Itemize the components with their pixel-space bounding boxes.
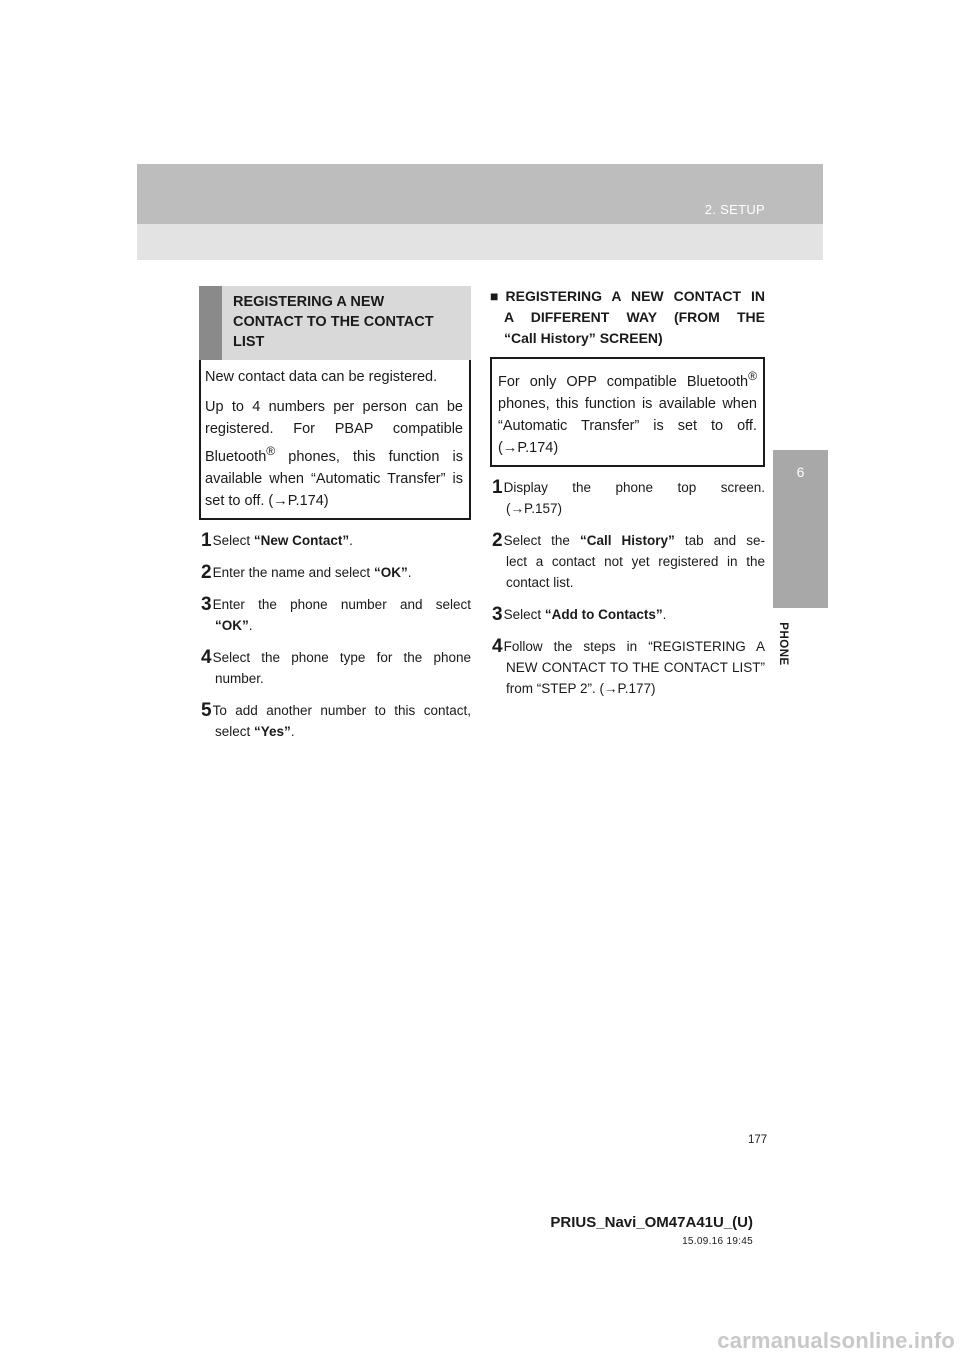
step-emphasis: “OK” (373, 564, 408, 580)
chapter-label-text: PHONE (777, 622, 789, 666)
step-text-continued: number. (215, 670, 264, 686)
chapter-number: 6 (796, 464, 805, 480)
step-text-after: tab and se- (674, 532, 765, 548)
header-band (137, 164, 823, 260)
step-item (199, 700, 471, 742)
step-text: Select the phone type for the phone (212, 649, 471, 665)
square-bullet-icon: ■ (490, 288, 505, 304)
step-text: Select (212, 532, 254, 548)
step-emphasis: “New Contact” (253, 532, 350, 548)
right-column (490, 286, 765, 710)
step-text-continued: (→P.157) (506, 500, 563, 516)
header-top-bar (137, 164, 823, 224)
step-punct: . (248, 617, 253, 633)
info-paragraph-1: New contact data can be registered. (205, 369, 438, 385)
arrow-right-icon: → (273, 492, 288, 509)
heading-line-3: LIST (233, 334, 265, 350)
step-number: 3 (201, 593, 212, 615)
step-item (199, 594, 471, 636)
info-paragraph-2 (205, 396, 463, 512)
step-list (199, 530, 471, 742)
document-code: PRIUS_Navi_OM47A41U_(U) (550, 1214, 753, 1231)
step-punct: . (662, 606, 667, 622)
step-item (199, 647, 471, 689)
step-text: Select the (503, 532, 580, 548)
note-text-a: For only OPP compatible Bluetooth (498, 373, 749, 390)
step-item (490, 530, 765, 593)
print-timestamp: 15.09.16 19:45 (682, 1236, 753, 1247)
step-number: 3 (492, 603, 503, 625)
info-text-a: Up to 4 numbers per person can be registered. For PBAP compatible Bluetooth (205, 399, 463, 465)
step-punct: . (290, 723, 295, 739)
step-number: 4 (201, 646, 212, 668)
registered-mark: ® (748, 369, 757, 383)
note-text-b: phones, this function is available when “Automatic Transfer” is set to off. ( (498, 395, 757, 456)
step-text-continued: lect a contact not yet registered in the contact list. (506, 553, 765, 590)
step-punct: . (407, 564, 412, 580)
step-text-continued: select (215, 723, 255, 739)
step-item (490, 604, 765, 625)
heading-line-1: REGISTERING A NEW (233, 294, 385, 310)
step-text: Enter the phone number and select (212, 596, 471, 612)
step-text: Follow the steps in “REGISTERING A (503, 638, 765, 654)
section-heading-box (199, 286, 471, 360)
note-box (490, 357, 765, 467)
step-emphasis: “Add to Contacts” (544, 606, 663, 622)
step-number: 1 (492, 476, 503, 498)
section-title: 2. SETUP (704, 202, 765, 217)
step-item (199, 562, 471, 583)
info-text-b: phones, this function is available when “Automatic Transfer” is set to off. ( (205, 448, 463, 509)
step-item (199, 530, 471, 551)
step-emphasis: “OK” (215, 617, 249, 633)
step-text: Enter the name and select (212, 564, 374, 580)
step-punct: . (349, 532, 353, 548)
step-text-continued: NEW CONTACT TO THE CONTACT LIST” from “STEP 2”. (→P.177) (506, 659, 765, 696)
subsection-heading (490, 286, 765, 349)
step-item (490, 636, 765, 699)
step-item (490, 477, 765, 519)
info-box (199, 360, 471, 520)
step-emphasis: “Call History” (579, 532, 675, 548)
subheading-line-3: “Call History” SCREEN) (504, 330, 663, 346)
page-number: 177 (748, 1134, 768, 1146)
step-text: To add another number to this contact, (212, 702, 471, 718)
arrow-right-icon: → (502, 439, 518, 456)
step-number: 2 (492, 529, 503, 551)
step-number: 2 (201, 561, 212, 583)
chapter-tab (773, 450, 828, 608)
step-text: Select (503, 606, 545, 622)
subheading-line-2: A DIFFERENT WAY (FROM THE (504, 309, 765, 325)
step-text: Display the phone top screen. (503, 479, 765, 495)
page-reference: P.174) (517, 439, 559, 456)
chapter-label (773, 614, 793, 674)
step-emphasis: “Yes” (254, 723, 291, 739)
step-number: 4 (492, 635, 503, 657)
watermark: carmanualsonline.info (717, 1328, 955, 1353)
left-column (199, 286, 471, 753)
step-list (490, 477, 765, 699)
registered-mark: ® (266, 444, 276, 458)
subheading-line-1: REGISTERING A NEW CONTACT IN (505, 288, 765, 304)
page-reference: P.174) (287, 492, 329, 509)
step-number: 5 (201, 699, 212, 721)
heading-line-2: CONTACT TO THE CONTACT (233, 314, 434, 330)
step-number: 1 (201, 529, 212, 551)
